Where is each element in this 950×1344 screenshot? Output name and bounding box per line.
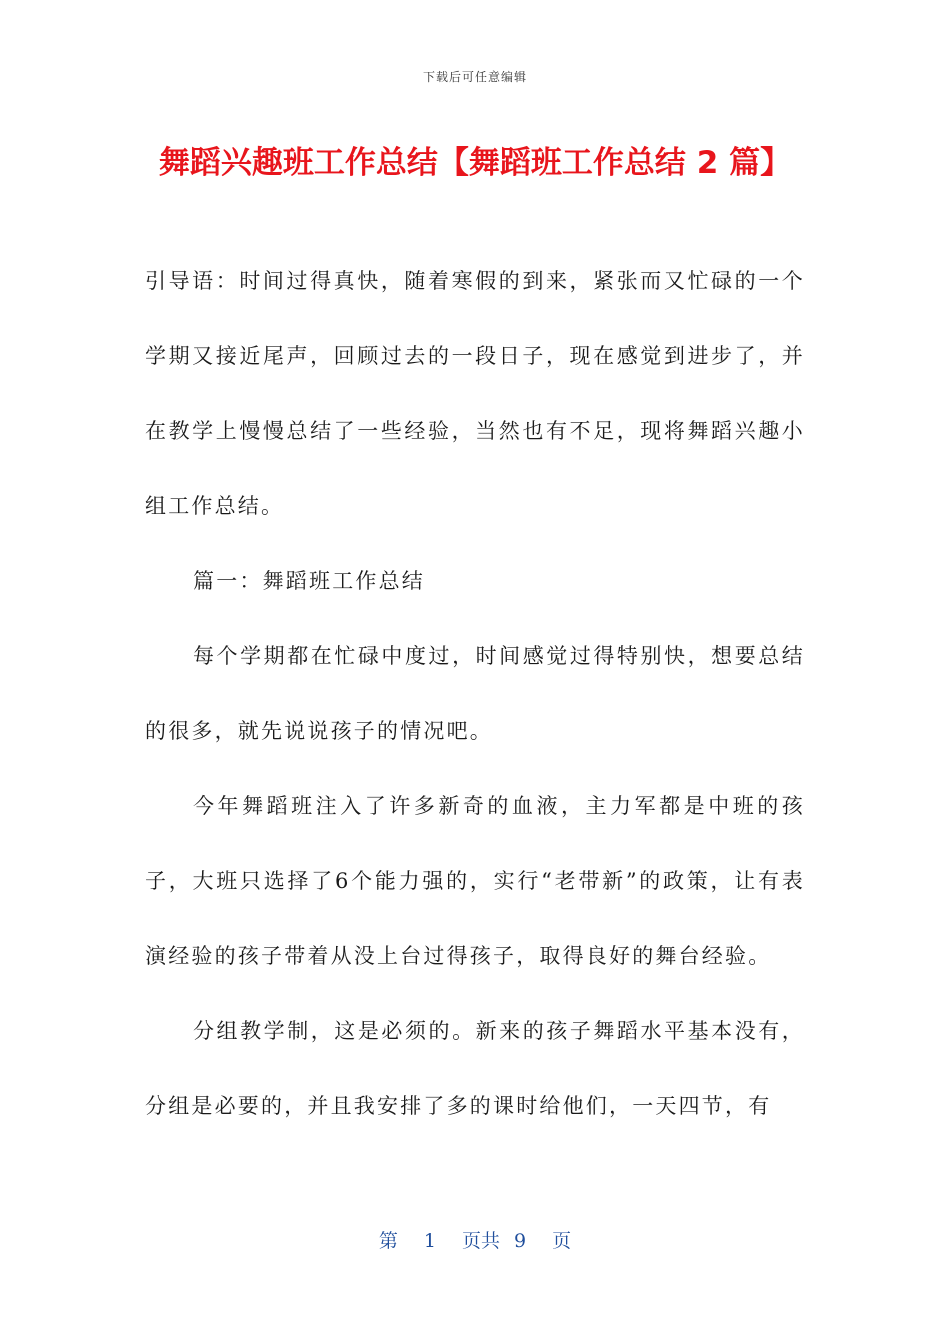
header-note: 下载后可任意编辑 bbox=[422, 70, 527, 84]
body-paragraph: 今年舞蹈班注入了许多新奇的血液，主力军都是中班的孩子，大班只选择了6个能力强的，实行“老带新”的政策，让有表演经验的孩子带着从没上台过得孩子，取得良好的舞台经验。 bbox=[145, 794, 805, 968]
section-heading: 篇一：舞蹈班工作总结 bbox=[193, 569, 425, 593]
page-label-suffix: 页 bbox=[552, 1230, 572, 1252]
total-pages-number: 9 bbox=[514, 1230, 527, 1252]
body-paragraph: 分组教学制，这是必须的。新来的孩子舞蹈水平基本没有，分组是必要的，并且我安排了多的课时给他们，一天四节，有 bbox=[145, 1019, 805, 1118]
current-page-number: 1 bbox=[423, 1230, 436, 1252]
body-paragraph: 每个学期都在忙碌中度过，时间感觉过得特别快，想要总结的很多，就先说说孩子的情况吧。 bbox=[145, 644, 805, 743]
page-label-prefix: 第 bbox=[378, 1230, 398, 1252]
document-title: 舞蹈兴趣班工作总结【舞蹈班工作总结 2 篇】 bbox=[158, 145, 792, 181]
page-label-mid: 页共 bbox=[461, 1230, 500, 1252]
intro-paragraph: 引导语：时间过得真快，随着寒假的到来，紧张而又忙碌的一个学期又接近尾声，回顾过去的一段日子，现在感觉到进步了，并在教学上慢慢总结了一些经验，当然也有不足，现将舞蹈兴趣小组工作总结。 bbox=[145, 269, 805, 518]
document-body bbox=[145, 244, 805, 1144]
page-footer bbox=[0, 1226, 950, 1253]
